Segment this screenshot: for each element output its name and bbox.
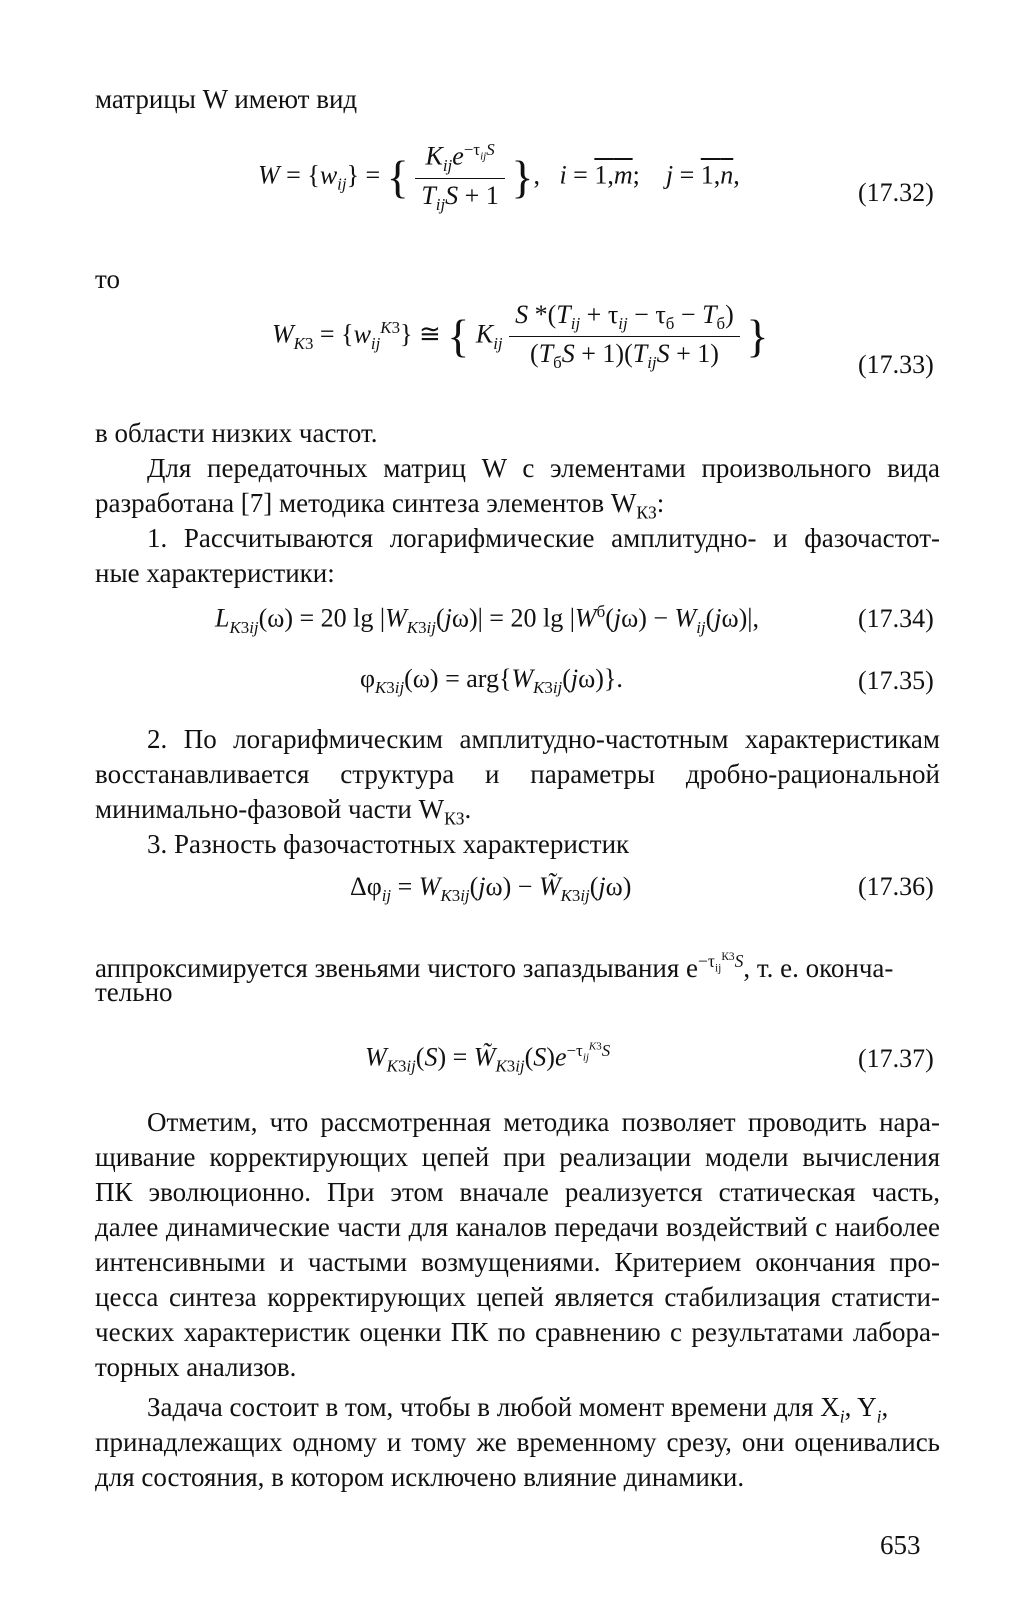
paragraph-2-line6: цесса синтеза корректирующих цепей является стабилизация статисти-: [95, 1282, 940, 1312]
step1-line1: 1. Рассчитываются логарифмические амплитудно- и фазочастот-: [147, 523, 940, 553]
formula-17-35: $\varphi_{K3ij}(\omega) = arg\{W_{K3ij}(j\omega)\}$.: [360, 664, 623, 698]
paragraph-2-line7: ческих характеристик оценки ПК по сравнению с результатами лабора-: [95, 1317, 940, 1347]
step2-line3: минимально-фазовой части $W_{КЗ}$.: [95, 794, 472, 829]
line-matrix-intro: матрицы W имеют вид: [95, 84, 358, 114]
equation-number-17-34: (17.34): [858, 604, 934, 633]
equation-number-17-32: (17.32): [858, 178, 934, 207]
paragraph-2-line8: торных анализов.: [95, 1352, 297, 1382]
step2-line2: восстанавливается структура и параметры дробно-рациональной: [95, 759, 940, 789]
step1-line2: ные характеристики:: [95, 558, 335, 588]
paragraph-2-line1: Отметим, что рассмотренная методика позволяет проводить нара-: [147, 1107, 940, 1137]
formula-17-32: $W = \{w_{ij}\}$ = { $\frac{K_{ij}e^{-\tau_{ij}S}}{T_{ij}S + 1}$ }, i = 1,m; j = 1,n,: [258, 140, 740, 215]
equation-number-17-33: (17.33): [858, 350, 934, 379]
paragraph-method-line1: Для передаточных матриц W с элементами произвольного вида: [147, 453, 940, 483]
paragraph-method-line2: разработана [7] методика синтеза элементов $W_{КЗ}$:: [95, 488, 665, 523]
step2-line1: 2. По логарифмическим амплитудно-частотным характеристикам: [147, 724, 940, 754]
paragraph-3-line3: для состояния, в котором исключено влияние динамики.: [95, 1462, 745, 1492]
page-number: 653: [880, 1530, 921, 1560]
paragraph-3-line2: принадлежащих одному и тому же временному срезу, они оценивались: [95, 1427, 940, 1457]
equation-number-17-37: (17.37): [858, 1044, 934, 1073]
line-low-freq: в области низких частот.: [95, 418, 378, 448]
step3-line1: 3. Разность фазочастотных характеристик: [147, 829, 630, 859]
equation-number-17-36: (17.36): [858, 872, 934, 901]
approx-line1: аппроксимируется звеньями чистого запаздывания $e^{-\tau_{ij}^{К3}S}$, т. е. оконча-: [95, 950, 894, 983]
paragraph-3-line1: Задача состоит в том, чтобы в любой момент времени для $X_i$, $Y_i$,: [147, 1392, 889, 1427]
equation-number-17-35: (17.35): [858, 666, 934, 695]
paragraph-2-line2: щивание корректирующих цепей при реализации модели вычисления: [95, 1142, 940, 1172]
formula-17-36: $\Delta\varphi_{ij} = W_{K3ij}(j\omega)$ − $W̃_{K3ij}(j\omega)$: [350, 872, 632, 906]
formula-17-34: $L_{K3ij}(\omega) = 20$ $\lg |W_{K3ij}(j\omega)| = 20$ $\lg |W^б(j\omega) - W_{ij}(j\omega)|$,: [215, 602, 759, 637]
formula-17-33: $W_{K3} = \{w_{ij}^{K3}\}$ ≅ { $K_{ij}$ $\frac{S *(T_{ij} + \tau_{ij} - \tau_б - T_б)}{(T_бS + 1)(T_{ij}S + 1)}$ }: [272, 300, 769, 373]
paragraph-2-line5: интенсивными и частыми возмущениями. Критерием окончания про-: [95, 1247, 940, 1277]
paragraph-2-line4: далее динамические части для каналов передачи воздействий с наиболее: [95, 1212, 940, 1242]
paragraph-2-line3: ПК эволюционно. При этом вначале реализуется статическая часть,: [95, 1177, 940, 1207]
line-to: то: [95, 264, 120, 294]
approx-line2: тельно: [95, 977, 173, 1007]
formula-17-37: $W_{K3ij}(S)$ = $W̃_{K3ij}(S)e^{-\tau_{ij}^{K3}S}$: [365, 1040, 611, 1076]
